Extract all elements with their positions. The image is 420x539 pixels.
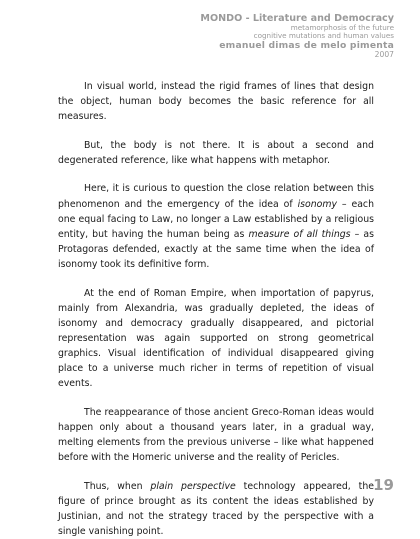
running-header (94, 13, 394, 60)
paragraph-3 (58, 181, 374, 272)
book-subtitle-2: cognitive mutations and human values (253, 31, 394, 41)
book-subtitle-1: metamorphosis of the future (290, 23, 394, 33)
page-number: 19 (373, 476, 394, 494)
paragraph-3-text-1: Here, it is curious to question the close relation between this phenomenon and the emergency of the idea of (58, 183, 374, 210)
paragraph-2: But, the body is not there. It is about a second and degenerated reference, like what happens with metaphor. (58, 139, 374, 166)
body-text (58, 79, 374, 539)
paragraph-3-text-2: – each one equal facing to Law, no longer a Law established by a religious entity, but having the human being as (58, 198, 374, 240)
paragraph-6-text-2: technology appeared, the figure of prince brought as its content the ideas established by Justinian, and not the strategy traced by the perspective with a single vanishing point. (58, 480, 374, 537)
book-title: MONDO - Literature and Democracy (200, 13, 394, 24)
paragraph-3-text-3: – as Protagoras defended, exactly at the same time when the idea of isonomy took its definitive form. (58, 228, 374, 270)
paragraph-5: The reappearance of those ancient Greco-Roman ideas would happen only about a thousand years later, in a gradual way, melting elements from the previous universe – like what happened before with the Homeric universe and the reality of Pericles. (58, 406, 374, 463)
author-name: emanuel dimas de melo pimenta (219, 39, 394, 51)
emphasis-measure: measure of all things (248, 228, 351, 240)
paragraph-4: At the end of Roman Empire, when importation of papyrus, mainly from Alexandria, was gradually depleted, the ideas of isonomy and democracy gradually disappeared, and pictorial representation was again supported on strong geometrical graphics. Visual identification of individual disappeared giving place to a universe much richer in terms of repetition of visual events. (58, 287, 374, 390)
publication-year: 2007 (374, 50, 394, 60)
emphasis-plain-perspective: plain perspective (150, 480, 236, 492)
paragraph-6-text-1: Thus, when (84, 480, 151, 492)
emphasis-isonomy: isonomy (297, 198, 338, 210)
paragraph-1: In visual world, instead the rigid frames of lines that design the object, human body becomes the basic reference for all measures. (58, 81, 374, 123)
paragraph-6 (58, 479, 374, 539)
